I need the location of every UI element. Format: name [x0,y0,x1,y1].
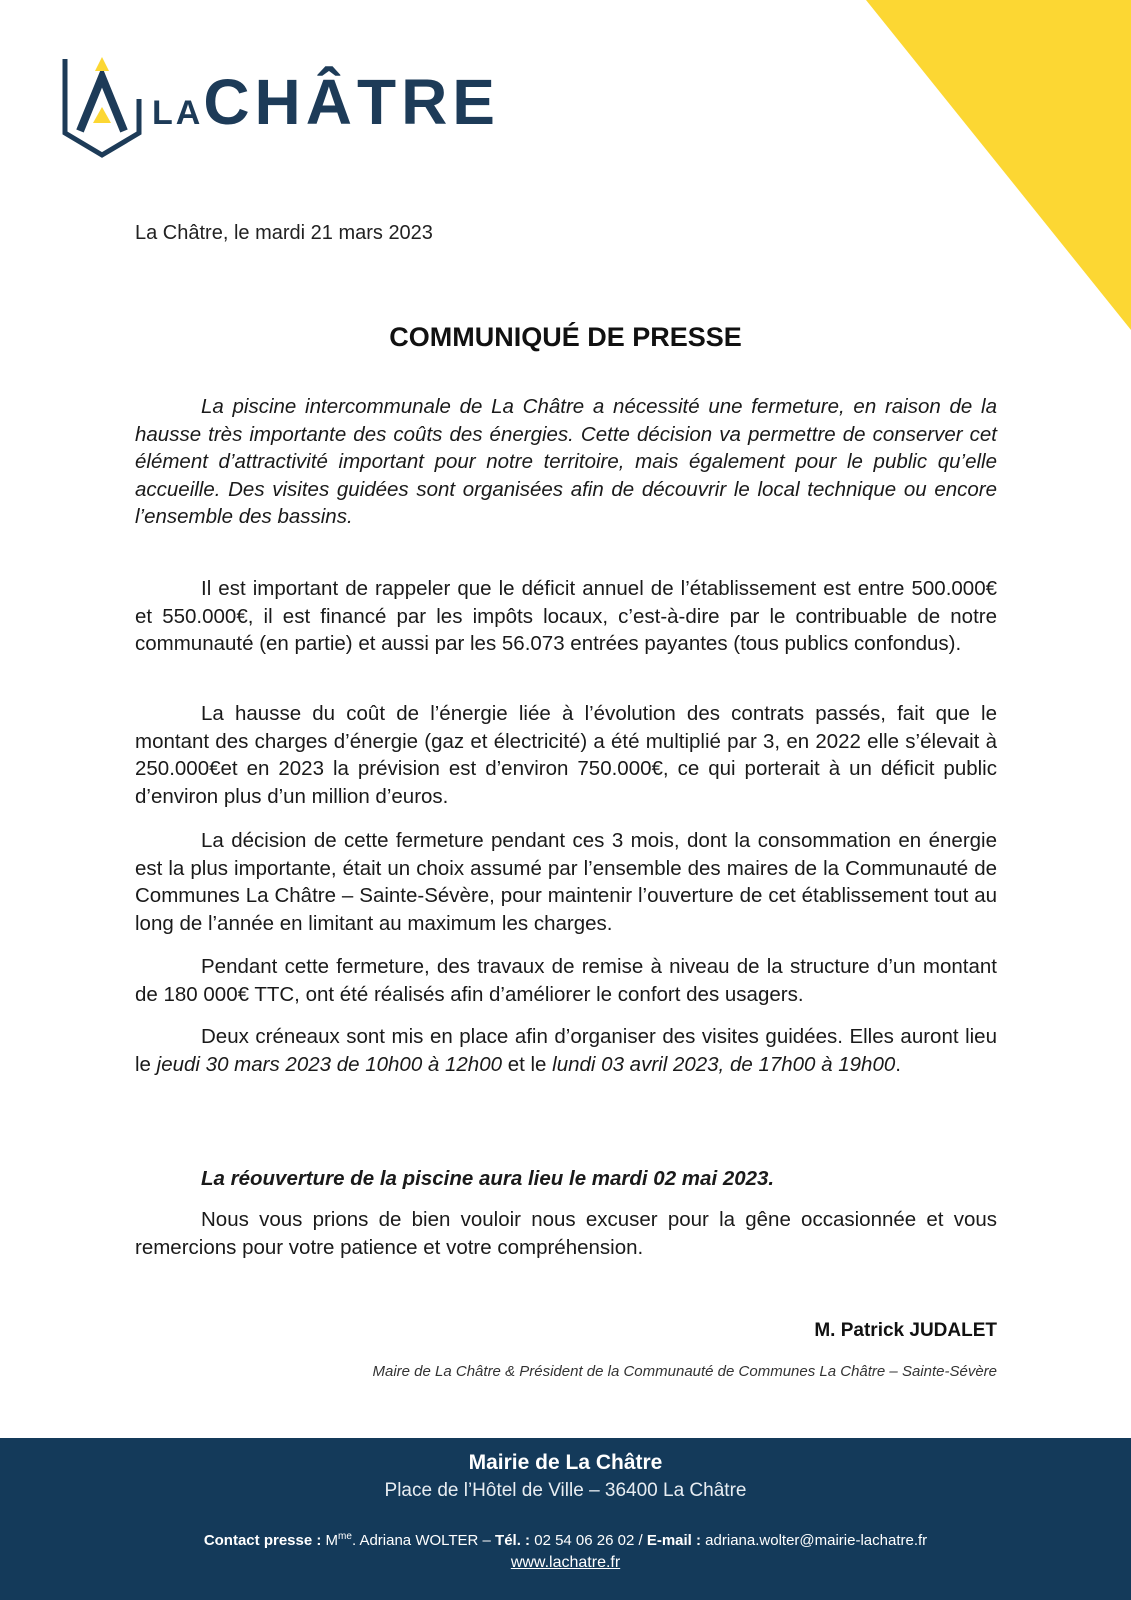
paragraph-energy-cost [135,700,997,810]
reopening-text: La réouverture de la piscine aura lieu le mardi 02 mai 2023. [201,1167,775,1190]
date-line: La Châtre, le mardi 21 mars 2023 [135,222,433,244]
footer-org-name: Mairie de La Châtre [468,1451,663,1474]
signer-name: M. Patrick JUDALET [814,1320,997,1341]
visit-date-2: lundi 03 avril 2023, de 17h00 à 19h00 [552,1052,896,1076]
email-value[interactable]: adriana.wolter@mairie-lachatre.fr [701,1532,928,1549]
signer-role: Maire de La Châtre & Président de la Communauté de Communes La Châtre – Sainte-Sévère [372,1363,997,1380]
A-chevron-logo-icon [62,55,142,159]
paragraph-text [135,1023,997,1078]
paragraph-works [135,953,997,1008]
logo-chatre-text: CHÂTRE [203,66,500,138]
footer-contact [0,1531,1131,1549]
paragraph-closure-decision [135,827,997,937]
visits-text-2: et le [502,1052,553,1076]
visit-date-1: jeudi 30 mars 2023 de 10h00 à 12h00 [156,1052,503,1076]
paragraph-text: Nous vous prions de bien vouloir nous excuser pour la gêne occasionnée et vous remercions pour votre patience et votre compréhension. [135,1208,997,1259]
logo-wordmark [152,65,500,139]
paragraph-deficit [135,575,997,658]
intro-paragraph [135,393,997,531]
contact-title-sup: me [338,1531,352,1542]
footer-address: Place de l’Hôtel de Ville – 36400 La Châtre [384,1480,747,1501]
contact-name: . Adriana WOLTER – [351,1532,496,1549]
tel-value: 02 54 06 26 02 / [530,1532,647,1549]
la-chatre-logo [62,55,502,165]
paragraph-guided-visits [135,1023,997,1078]
intro-text: La piscine intercommunale de La Châtre a nécessité une fermeture, en raison de la hausse très importante des coûts des énergies. Cette décision va permettre de conserver cet élément d’attractivité important pour notre territoire, mais également pour le public qu’elle accueille. Des visites guidées sont organisées afin de découvrir le local technique ou encore l’ensemble des bassins. [135,395,997,529]
paragraph-text: La décision de cette fermeture pendant ces 3 mois, dont la consommation en énergie est la plus importante, était un choix assumé par l’ensemble des maires de la Communauté de Communes La Châtre – Sainte-Sévère, pour maintenir l’ouverture de cet établissement tout au long de l’année en limitant au maximum les charges. [135,829,997,935]
visits-text-3: . [895,1052,901,1076]
reopening-notice [135,1165,997,1193]
page-title: COMMUNIQUÉ DE PRESSE [389,322,742,352]
contact-title: M [325,1532,339,1549]
logo-la-text: LA [152,94,204,132]
yellow-corner-decoration [866,0,1131,330]
paragraph-text: La hausse du coût de l’énergie liée à l’évolution des contrats passés, fait que le montant des charges d’énergie (gaz et électricité) a été multiplié par 3, en 2022 elle s’élevait à 250.000€et en 2023 la prévision est d’environ 750.000€, ce qui porterait à un déficit public d’environ plus d’un million d’euros. [135,702,997,808]
paragraph-thanks [135,1206,997,1261]
paragraph-text: Il est important de rappeler que le déficit annuel de l’établissement est entre 500.000€ et 550.000€, il est financé par les impôts locaux, c’est-à-dire par le contribuable de notre communauté (en partie) et aussi par les 56.073 entrées payantes (tous publics confondus). [135,577,997,656]
tel-label: Tél. : [495,1532,531,1549]
contact-label: Contact presse : [203,1532,322,1549]
email-label: E-mail : [646,1532,702,1549]
paragraph-text: Pendant cette fermeture, des travaux de remise à niveau de la structure d’un montant de 180 000€ TTC, ont été réalisés afin d’améliorer le confort des usagers. [135,955,997,1006]
website-link[interactable]: www.lachatre.fr [510,1554,621,1571]
visits-text-1: Deux créneaux sont mis en place afin d’organiser des visites guidées. Elles auront lieu le [135,1025,997,1076]
footer [0,1438,1131,1600]
